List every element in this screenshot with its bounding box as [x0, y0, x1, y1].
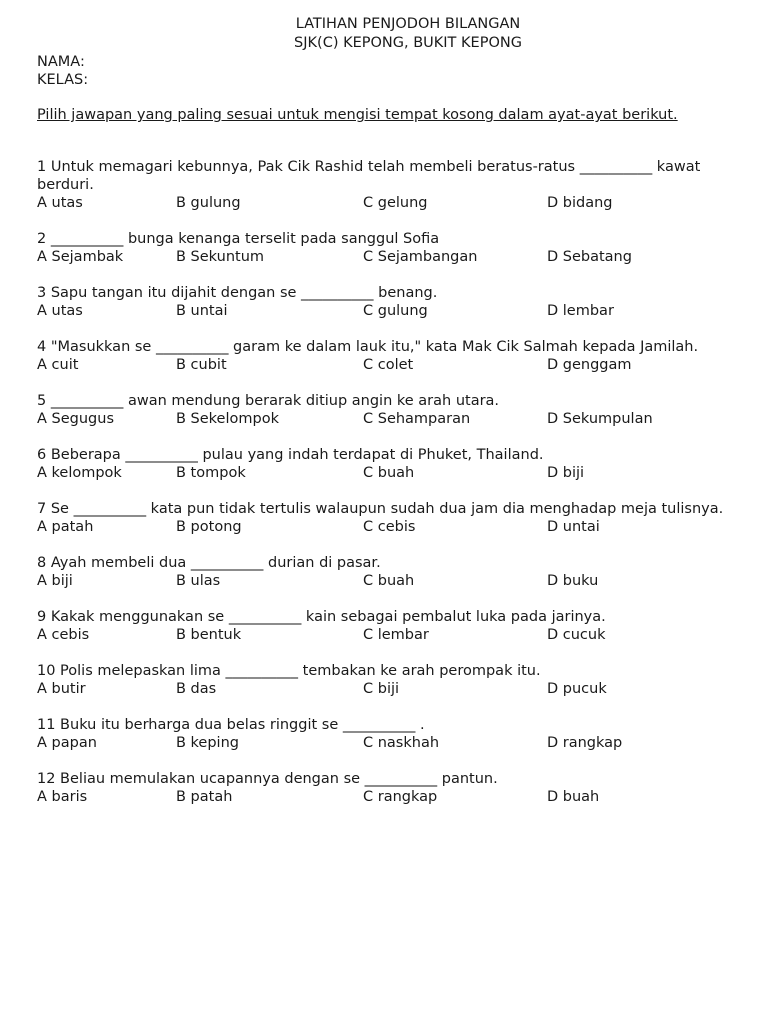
question-text: 8 Ayah membeli dua __________ durian di pasar. — [37, 555, 381, 571]
question-text: 9 Kakak menggunakan se __________ kain sebagai pembalut luka pada jarinya. — [37, 609, 606, 625]
question-item — [37, 158, 737, 212]
option-d: D cucuk — [547, 627, 606, 643]
option-b: B cubit — [176, 357, 227, 373]
option-c: C gulung — [363, 303, 428, 319]
option-d: D buku — [547, 573, 599, 589]
header — [0, 15, 768, 53]
option-d: D bidang — [547, 195, 613, 211]
option-a: A kelompok — [37, 465, 122, 481]
answer-options — [37, 464, 737, 482]
answer-options — [37, 680, 737, 698]
option-c: C lembar — [363, 627, 429, 643]
question-item — [37, 500, 737, 536]
option-a: A Sejambak — [37, 249, 124, 265]
question-item — [37, 338, 737, 374]
question-text: 1 Untuk memagari kebunnya, Pak Cik Rashid telah membeli beratus-ratus __________ kawat berduri. — [37, 159, 701, 193]
answer-options — [37, 248, 737, 266]
option-b: B gulung — [176, 195, 241, 211]
option-b: B ulas — [176, 573, 221, 589]
question-text: 5 __________ awan mendung berarak ditiup angin ke arah utara. — [37, 393, 500, 409]
option-b: B potong — [176, 519, 242, 535]
question-item — [37, 446, 737, 482]
option-c: C cebis — [363, 519, 416, 535]
option-a: A cuit — [37, 357, 79, 373]
option-a: A patah — [37, 519, 94, 535]
option-a: A cebis — [37, 627, 90, 643]
question-item — [37, 392, 737, 428]
option-c: C colet — [363, 357, 414, 373]
question-item — [37, 554, 737, 590]
option-a: A utas — [37, 303, 83, 319]
option-d: D untai — [547, 519, 600, 535]
option-d: D biji — [547, 465, 585, 481]
school-name: SJK(C) KEPONG, BUKIT KEPONG — [294, 35, 522, 51]
question-text: 4 "Masukkan se __________ garam ke dalam lauk itu," kata Mak Cik Salmah kepada Jamilah. — [37, 339, 699, 355]
option-b: B bentuk — [176, 627, 242, 643]
nama-label: NAMA: — [37, 54, 85, 70]
answer-options — [37, 302, 737, 320]
option-c: C buah — [363, 465, 415, 481]
question-item — [37, 608, 737, 644]
question-list — [37, 158, 737, 824]
option-c: C Sejambangan — [363, 249, 478, 265]
question-item — [37, 716, 737, 752]
option-d: D Sekumpulan — [547, 411, 653, 427]
option-a: A Segugus — [37, 411, 114, 427]
option-c: C biji — [363, 681, 400, 697]
question-item — [37, 770, 737, 806]
answer-options — [37, 518, 737, 536]
option-c: C gelung — [363, 195, 428, 211]
option-d: D pucuk — [547, 681, 607, 697]
kelas-label: KELAS: — [37, 72, 89, 88]
option-a: A utas — [37, 195, 83, 211]
option-a: A biji — [37, 573, 73, 589]
answer-options — [37, 788, 737, 806]
option-c: C naskhah — [363, 735, 440, 751]
question-item — [37, 230, 737, 266]
answer-options — [37, 572, 737, 590]
question-text: 12 Beliau memulakan ucapannya dengan se __________ pantun. — [37, 771, 498, 787]
option-d: D buah — [547, 789, 600, 805]
question-text: 3 Sapu tangan itu dijahit dengan se __________ benang. — [37, 285, 438, 301]
question-item — [37, 284, 737, 320]
answer-options — [37, 734, 737, 752]
question-text: 7 Se __________ kata pun tidak tertulis walaupun sudah dua jam dia menghadap meja tulisnya. — [37, 501, 724, 517]
question-text: 11 Buku itu berharga dua belas ringgit se __________ . — [37, 717, 425, 733]
worksheet-title: LATIHAN PENJODOH BILANGAN — [295, 16, 521, 32]
option-d: D genggam — [547, 357, 632, 373]
instruction: Pilih jawapan yang paling sesuai untuk mengisi tempat kosong dalam ayat-ayat berikut. — [37, 107, 678, 123]
option-d: D rangkap — [547, 735, 623, 751]
question-item — [37, 662, 737, 698]
option-b: B untai — [176, 303, 228, 319]
answer-options — [37, 356, 737, 374]
question-text: 10 Polis melepaskan lima __________ tembakan ke arah perompak itu. — [37, 663, 541, 679]
option-b: B Sekuntum — [176, 249, 265, 265]
option-a: A baris — [37, 789, 88, 805]
option-b: B keping — [176, 735, 239, 751]
answer-options — [37, 410, 737, 428]
answer-options — [37, 626, 737, 644]
question-text: 6 Beberapa __________ pulau yang indah terdapat di Phuket, Thailand. — [37, 447, 544, 463]
answer-options — [37, 194, 737, 212]
option-b: B patah — [176, 789, 233, 805]
option-b: B tompok — [176, 465, 246, 481]
option-a: A butir — [37, 681, 86, 697]
option-c: C buah — [363, 573, 415, 589]
student-fields — [37, 53, 88, 89]
option-d: D Sebatang — [547, 249, 632, 265]
option-d: D lembar — [547, 303, 614, 319]
question-text: 2 __________ bunga kenanga terselit pada sanggul Sofia — [37, 231, 440, 247]
option-c: C rangkap — [363, 789, 438, 805]
option-b: B Sekelompok — [176, 411, 279, 427]
option-b: B das — [176, 681, 217, 697]
option-c: C Sehamparan — [363, 411, 471, 427]
option-a: A papan — [37, 735, 97, 751]
